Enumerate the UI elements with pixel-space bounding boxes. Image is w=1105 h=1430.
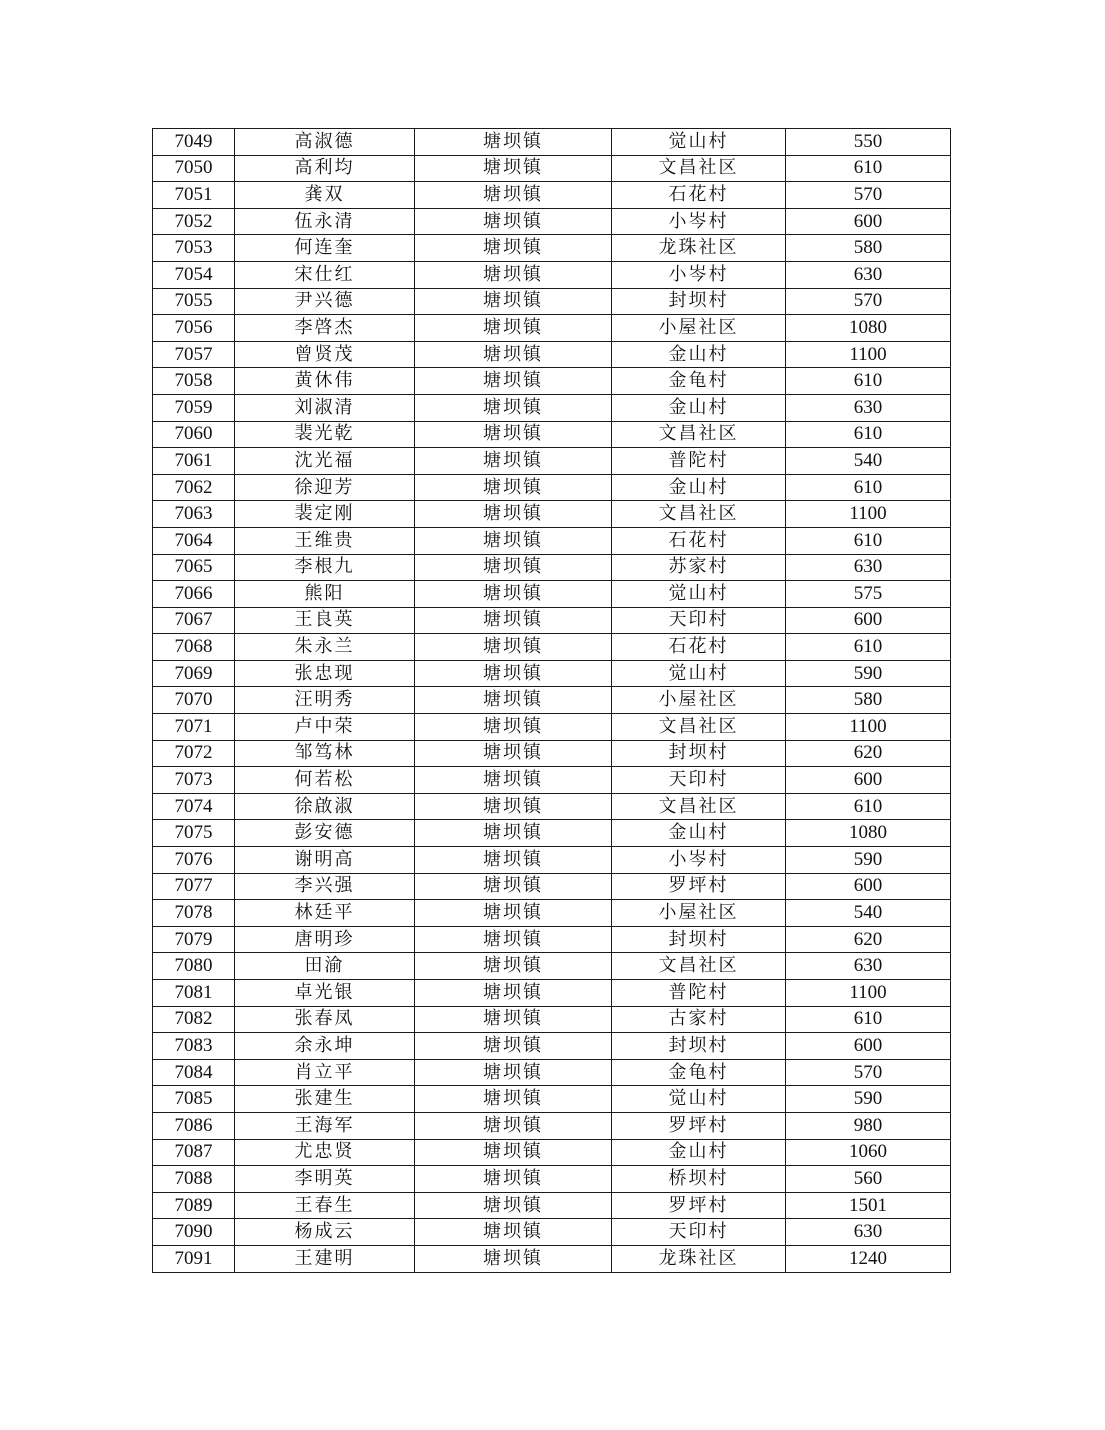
village-cell: 石花村	[612, 634, 786, 661]
amount-cell: 600	[786, 607, 951, 634]
village-cell: 文昌社区	[612, 155, 786, 182]
town-cell: 塘坝镇	[415, 368, 612, 395]
person-name-cell: 何连奎	[235, 235, 415, 262]
row-number-cell: 7063	[153, 501, 235, 528]
village-cell: 桥坝村	[612, 1166, 786, 1193]
amount-cell: 630	[786, 394, 951, 421]
town-cell: 塘坝镇	[415, 341, 612, 368]
row-number-cell: 7050	[153, 155, 235, 182]
person-name-cell: 沈光福	[235, 448, 415, 475]
row-number-cell: 7072	[153, 740, 235, 767]
table-row	[153, 900, 951, 927]
town-cell: 塘坝镇	[415, 847, 612, 874]
person-name-cell: 宋仕红	[235, 261, 415, 288]
table-row	[153, 740, 951, 767]
roster-table	[152, 128, 951, 1273]
amount-cell: 575	[786, 581, 951, 608]
village-cell: 金山村	[612, 820, 786, 847]
amount-cell: 590	[786, 1086, 951, 1113]
person-name-cell: 曾贤茂	[235, 341, 415, 368]
town-cell: 塘坝镇	[415, 820, 612, 847]
amount-cell: 1080	[786, 820, 951, 847]
town-cell: 塘坝镇	[415, 714, 612, 741]
table-row	[153, 953, 951, 980]
table-row	[153, 421, 951, 448]
town-cell: 塘坝镇	[415, 953, 612, 980]
amount-cell: 610	[786, 793, 951, 820]
row-number-cell: 7051	[153, 182, 235, 209]
row-number-cell: 7089	[153, 1192, 235, 1219]
amount-cell: 600	[786, 873, 951, 900]
village-cell: 小屋社区	[612, 687, 786, 714]
village-cell: 小岑村	[612, 208, 786, 235]
amount-cell: 570	[786, 1059, 951, 1086]
amount-cell: 560	[786, 1166, 951, 1193]
person-name-cell: 尹兴德	[235, 288, 415, 315]
row-number-cell: 7085	[153, 1086, 235, 1113]
town-cell: 塘坝镇	[415, 315, 612, 342]
person-name-cell: 高淑德	[235, 129, 415, 156]
amount-cell: 610	[786, 368, 951, 395]
person-name-cell: 朱永兰	[235, 634, 415, 661]
row-number-cell: 7054	[153, 261, 235, 288]
table-row	[153, 1245, 951, 1272]
person-name-cell: 高利均	[235, 155, 415, 182]
village-cell: 小屋社区	[612, 315, 786, 342]
table-row	[153, 182, 951, 209]
table-row	[153, 129, 951, 156]
row-number-cell: 7078	[153, 900, 235, 927]
village-cell: 觉山村	[612, 129, 786, 156]
village-cell: 小岑村	[612, 847, 786, 874]
village-cell: 觉山村	[612, 660, 786, 687]
row-number-cell: 7070	[153, 687, 235, 714]
person-name-cell: 卢中荣	[235, 714, 415, 741]
row-number-cell: 7073	[153, 767, 235, 794]
amount-cell: 610	[786, 1006, 951, 1033]
amount-cell: 600	[786, 208, 951, 235]
row-number-cell: 7056	[153, 315, 235, 342]
table-row	[153, 926, 951, 953]
row-number-cell: 7059	[153, 394, 235, 421]
amount-cell: 610	[786, 634, 951, 661]
person-name-cell: 王建明	[235, 1245, 415, 1272]
village-cell: 小岑村	[612, 261, 786, 288]
row-number-cell: 7064	[153, 527, 235, 554]
row-number-cell: 7055	[153, 288, 235, 315]
person-name-cell: 杨成云	[235, 1219, 415, 1246]
row-number-cell: 7049	[153, 129, 235, 156]
town-cell: 塘坝镇	[415, 421, 612, 448]
row-number-cell: 7074	[153, 793, 235, 820]
person-name-cell: 唐明珍	[235, 926, 415, 953]
town-cell: 塘坝镇	[415, 660, 612, 687]
town-cell: 塘坝镇	[415, 1086, 612, 1113]
village-cell: 罗坪村	[612, 1112, 786, 1139]
amount-cell: 540	[786, 900, 951, 927]
row-number-cell: 7087	[153, 1139, 235, 1166]
person-name-cell: 邹笃林	[235, 740, 415, 767]
town-cell: 塘坝镇	[415, 129, 612, 156]
table-row	[153, 527, 951, 554]
person-name-cell: 尤忠贤	[235, 1139, 415, 1166]
row-number-cell: 7091	[153, 1245, 235, 1272]
table-row	[153, 288, 951, 315]
amount-cell: 1100	[786, 714, 951, 741]
row-number-cell: 7060	[153, 421, 235, 448]
amount-cell: 600	[786, 1033, 951, 1060]
town-cell: 塘坝镇	[415, 448, 612, 475]
person-name-cell: 谢明高	[235, 847, 415, 874]
table-row	[153, 1033, 951, 1060]
roster-table-body	[153, 129, 951, 1273]
row-number-cell: 7082	[153, 1006, 235, 1033]
amount-cell: 610	[786, 421, 951, 448]
row-number-cell: 7058	[153, 368, 235, 395]
town-cell: 塘坝镇	[415, 1059, 612, 1086]
table-row	[153, 714, 951, 741]
amount-cell: 1240	[786, 1245, 951, 1272]
town-cell: 塘坝镇	[415, 1139, 612, 1166]
row-number-cell: 7081	[153, 980, 235, 1007]
town-cell: 塘坝镇	[415, 581, 612, 608]
town-cell: 塘坝镇	[415, 1219, 612, 1246]
village-cell: 天印村	[612, 607, 786, 634]
person-name-cell: 刘淑清	[235, 394, 415, 421]
town-cell: 塘坝镇	[415, 767, 612, 794]
village-cell: 金龟村	[612, 368, 786, 395]
table-row	[153, 634, 951, 661]
amount-cell: 610	[786, 155, 951, 182]
person-name-cell: 王维贵	[235, 527, 415, 554]
person-name-cell: 田渝	[235, 953, 415, 980]
amount-cell: 610	[786, 474, 951, 501]
row-number-cell: 7065	[153, 554, 235, 581]
amount-cell: 1060	[786, 1139, 951, 1166]
village-cell: 石花村	[612, 527, 786, 554]
table-row	[153, 581, 951, 608]
table-row	[153, 155, 951, 182]
row-number-cell: 7083	[153, 1033, 235, 1060]
amount-cell: 580	[786, 235, 951, 262]
table-row	[153, 1059, 951, 1086]
village-cell: 文昌社区	[612, 501, 786, 528]
town-cell: 塘坝镇	[415, 740, 612, 767]
town-cell: 塘坝镇	[415, 261, 612, 288]
table-row	[153, 980, 951, 1007]
person-name-cell: 张忠现	[235, 660, 415, 687]
table-row	[153, 1219, 951, 1246]
table-row	[153, 1086, 951, 1113]
amount-cell: 570	[786, 182, 951, 209]
town-cell: 塘坝镇	[415, 873, 612, 900]
village-cell: 龙珠社区	[612, 1245, 786, 1272]
person-name-cell: 彭安德	[235, 820, 415, 847]
row-number-cell: 7053	[153, 235, 235, 262]
town-cell: 塘坝镇	[415, 288, 612, 315]
table-row	[153, 554, 951, 581]
amount-cell: 620	[786, 926, 951, 953]
town-cell: 塘坝镇	[415, 793, 612, 820]
town-cell: 塘坝镇	[415, 1166, 612, 1193]
town-cell: 塘坝镇	[415, 1112, 612, 1139]
amount-cell: 1100	[786, 980, 951, 1007]
row-number-cell: 7071	[153, 714, 235, 741]
town-cell: 塘坝镇	[415, 900, 612, 927]
table-row	[153, 501, 951, 528]
person-name-cell: 林廷平	[235, 900, 415, 927]
village-cell: 金龟村	[612, 1059, 786, 1086]
row-number-cell: 7069	[153, 660, 235, 687]
table-row	[153, 394, 951, 421]
village-cell: 苏家村	[612, 554, 786, 581]
village-cell: 普陀村	[612, 980, 786, 1007]
person-name-cell: 龚双	[235, 182, 415, 209]
row-number-cell: 7052	[153, 208, 235, 235]
amount-cell: 590	[786, 660, 951, 687]
table-row	[153, 820, 951, 847]
village-cell: 封坝村	[612, 1033, 786, 1060]
person-name-cell: 王春生	[235, 1192, 415, 1219]
town-cell: 塘坝镇	[415, 182, 612, 209]
village-cell: 金山村	[612, 1139, 786, 1166]
table-row	[153, 873, 951, 900]
town-cell: 塘坝镇	[415, 1033, 612, 1060]
row-number-cell: 7067	[153, 607, 235, 634]
row-number-cell: 7061	[153, 448, 235, 475]
amount-cell: 1100	[786, 501, 951, 528]
village-cell: 普陀村	[612, 448, 786, 475]
town-cell: 塘坝镇	[415, 235, 612, 262]
village-cell: 觉山村	[612, 1086, 786, 1113]
table-row	[153, 793, 951, 820]
person-name-cell: 徐啟淑	[235, 793, 415, 820]
village-cell: 封坝村	[612, 288, 786, 315]
person-name-cell: 余永坤	[235, 1033, 415, 1060]
village-cell: 古家村	[612, 1006, 786, 1033]
person-name-cell: 裴定刚	[235, 501, 415, 528]
row-number-cell: 7080	[153, 953, 235, 980]
person-name-cell: 黄休伟	[235, 368, 415, 395]
amount-cell: 600	[786, 767, 951, 794]
person-name-cell: 李啓杰	[235, 315, 415, 342]
table-row	[153, 1006, 951, 1033]
person-name-cell: 张春凤	[235, 1006, 415, 1033]
person-name-cell: 汪明秀	[235, 687, 415, 714]
table-row	[153, 767, 951, 794]
village-cell: 天印村	[612, 767, 786, 794]
table-row	[153, 474, 951, 501]
row-number-cell: 7066	[153, 581, 235, 608]
village-cell: 龙珠社区	[612, 235, 786, 262]
town-cell: 塘坝镇	[415, 394, 612, 421]
table-row	[153, 235, 951, 262]
town-cell: 塘坝镇	[415, 926, 612, 953]
person-name-cell: 李兴强	[235, 873, 415, 900]
town-cell: 塘坝镇	[415, 1245, 612, 1272]
town-cell: 塘坝镇	[415, 980, 612, 1007]
table-row	[153, 208, 951, 235]
town-cell: 塘坝镇	[415, 501, 612, 528]
town-cell: 塘坝镇	[415, 208, 612, 235]
table-row	[153, 1192, 951, 1219]
person-name-cell: 熊阳	[235, 581, 415, 608]
row-number-cell: 7088	[153, 1166, 235, 1193]
row-number-cell: 7079	[153, 926, 235, 953]
table-row	[153, 847, 951, 874]
village-cell: 文昌社区	[612, 793, 786, 820]
row-number-cell: 7062	[153, 474, 235, 501]
amount-cell: 610	[786, 527, 951, 554]
table-row	[153, 368, 951, 395]
table-row	[153, 1139, 951, 1166]
row-number-cell: 7077	[153, 873, 235, 900]
village-cell: 封坝村	[612, 740, 786, 767]
table-row	[153, 261, 951, 288]
village-cell: 文昌社区	[612, 953, 786, 980]
village-cell: 石花村	[612, 182, 786, 209]
person-name-cell: 裴光乾	[235, 421, 415, 448]
row-number-cell: 7090	[153, 1219, 235, 1246]
village-cell: 金山村	[612, 394, 786, 421]
table-row	[153, 687, 951, 714]
village-cell: 罗坪村	[612, 1192, 786, 1219]
amount-cell: 1501	[786, 1192, 951, 1219]
person-name-cell: 王海军	[235, 1112, 415, 1139]
town-cell: 塘坝镇	[415, 634, 612, 661]
row-number-cell: 7075	[153, 820, 235, 847]
table-row	[153, 448, 951, 475]
town-cell: 塘坝镇	[415, 155, 612, 182]
amount-cell: 1080	[786, 315, 951, 342]
person-name-cell: 王良英	[235, 607, 415, 634]
row-number-cell: 7076	[153, 847, 235, 874]
town-cell: 塘坝镇	[415, 1006, 612, 1033]
amount-cell: 620	[786, 740, 951, 767]
town-cell: 塘坝镇	[415, 474, 612, 501]
village-cell: 文昌社区	[612, 421, 786, 448]
person-name-cell: 伍永清	[235, 208, 415, 235]
village-cell: 文昌社区	[612, 714, 786, 741]
amount-cell: 570	[786, 288, 951, 315]
table-row	[153, 315, 951, 342]
person-name-cell: 张建生	[235, 1086, 415, 1113]
row-number-cell: 7068	[153, 634, 235, 661]
amount-cell: 980	[786, 1112, 951, 1139]
amount-cell: 1100	[786, 341, 951, 368]
person-name-cell: 李明英	[235, 1166, 415, 1193]
village-cell: 金山村	[612, 474, 786, 501]
village-cell: 天印村	[612, 1219, 786, 1246]
village-cell: 觉山村	[612, 581, 786, 608]
row-number-cell: 7084	[153, 1059, 235, 1086]
village-cell: 罗坪村	[612, 873, 786, 900]
table-row	[153, 607, 951, 634]
person-name-cell: 肖立平	[235, 1059, 415, 1086]
row-number-cell: 7086	[153, 1112, 235, 1139]
amount-cell: 590	[786, 847, 951, 874]
village-cell: 封坝村	[612, 926, 786, 953]
town-cell: 塘坝镇	[415, 554, 612, 581]
amount-cell: 550	[786, 129, 951, 156]
village-cell: 金山村	[612, 341, 786, 368]
amount-cell: 630	[786, 1219, 951, 1246]
village-cell: 小屋社区	[612, 900, 786, 927]
town-cell: 塘坝镇	[415, 1192, 612, 1219]
table-row	[153, 1166, 951, 1193]
amount-cell: 540	[786, 448, 951, 475]
person-name-cell: 李根九	[235, 554, 415, 581]
amount-cell: 630	[786, 953, 951, 980]
amount-cell: 630	[786, 554, 951, 581]
table-row	[153, 1112, 951, 1139]
row-number-cell: 7057	[153, 341, 235, 368]
town-cell: 塘坝镇	[415, 607, 612, 634]
town-cell: 塘坝镇	[415, 687, 612, 714]
table-row	[153, 660, 951, 687]
person-name-cell: 徐迎芳	[235, 474, 415, 501]
amount-cell: 580	[786, 687, 951, 714]
town-cell: 塘坝镇	[415, 527, 612, 554]
person-name-cell: 何若松	[235, 767, 415, 794]
amount-cell: 630	[786, 261, 951, 288]
person-name-cell: 卓光银	[235, 980, 415, 1007]
table-row	[153, 341, 951, 368]
